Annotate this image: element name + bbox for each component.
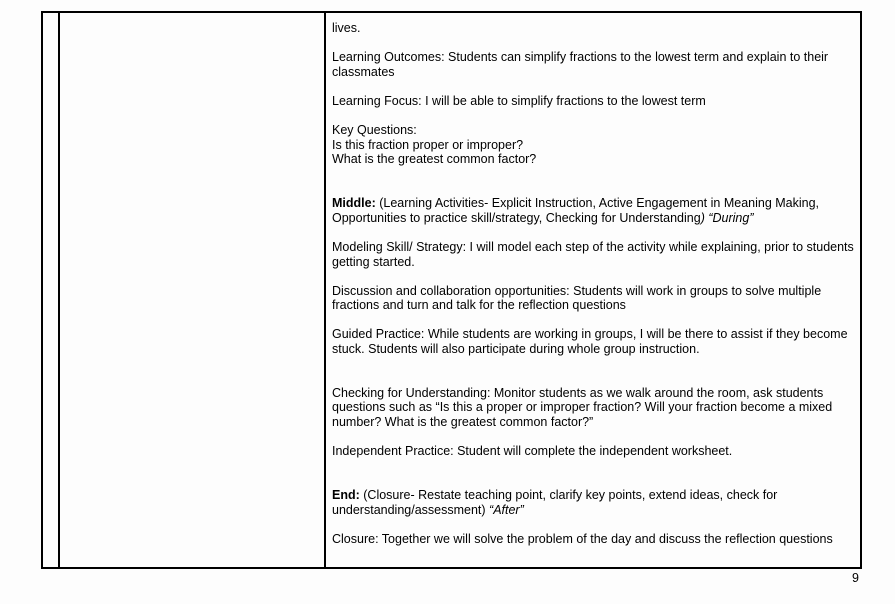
key-question-1: Is this fraction proper or improper?	[332, 137, 524, 152]
independent-practice: Independent Practice: Student will complete the independent worksheet.	[332, 444, 733, 459]
closure: Closure: Together we will solve the problem of the day and discuss the reflection questions	[332, 531, 833, 546]
page-number: 9	[852, 571, 859, 585]
end-section	[332, 488, 854, 517]
end-after: “After”	[489, 502, 524, 517]
discussion: Discussion and collaboration opportunities: Students will work in groups to solve multiple fractions and turn and talk for the reflection questions	[332, 283, 822, 313]
table-column-content	[326, 13, 860, 567]
middle-during: ) “During”	[700, 210, 754, 225]
end-label: End:	[332, 488, 360, 502]
lives-text: lives.	[332, 21, 361, 35]
middle-label: Middle:	[332, 196, 376, 211]
table-column-label	[60, 13, 326, 567]
learning-outcomes: Learning Outcomes: Students can simplify fractions to the lowest term and explain to their classmates	[332, 50, 829, 79]
key-questions-label: Key Questions:	[332, 123, 417, 138]
middle-section	[332, 196, 854, 225]
middle-text: (Learning Activities- Explicit Instruction, Active Engagement in Meaning Making, Opportunities to practice skill/strategy, Checking for Understanding	[332, 196, 820, 225]
modeling-skill: Modeling Skill/ Strategy: I will model each step of the activity while explaining, prior to students getting started.	[332, 239, 854, 269]
end-text: (Closure- Restate teaching point, clarify key points, extend ideas, check for understanding/assessment)	[332, 488, 778, 517]
guided-practice: Guided Practice: While students are working in groups, I will be there to assist if they become stuck. Students will also participate during whole group instruction.	[332, 327, 848, 357]
lesson-plan-table	[41, 11, 862, 569]
checking-understanding: Checking for Understanding: Monitor students as we walk around the room, ask students questions such as “Is this a proper or improper fraction? Will your fraction become a mixed number? What is the greatest common factor?”	[332, 385, 833, 430]
learning-focus: Learning Focus: I will be able to simplify fractions to the lowest term	[332, 93, 706, 108]
table-column-narrow	[43, 13, 60, 567]
key-question-2: What is the greatest common factor?	[332, 152, 537, 167]
